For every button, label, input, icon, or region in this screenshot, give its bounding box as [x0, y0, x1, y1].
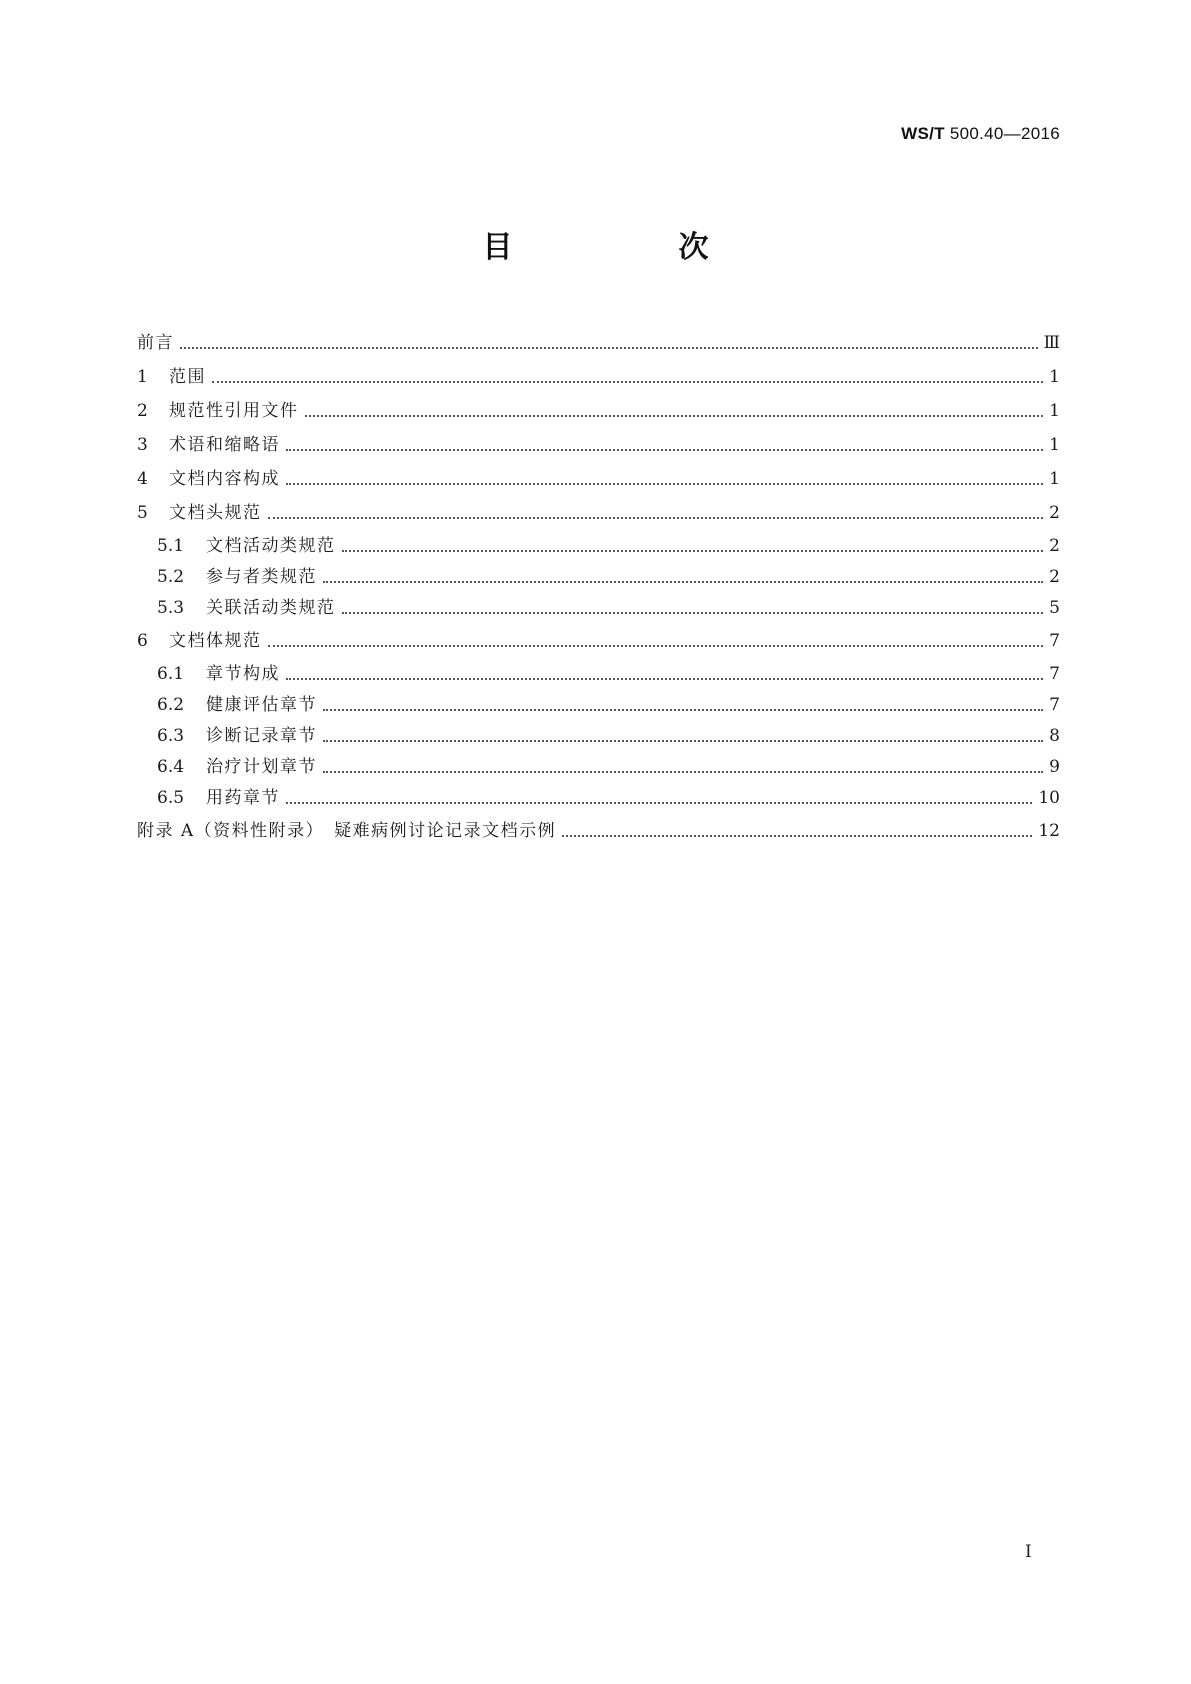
dot-leader [323, 771, 1043, 773]
dot-leader [268, 517, 1044, 519]
toc-entry-6[interactable] [137, 628, 1060, 654]
toc-entry-6-3[interactable] [157, 723, 1060, 749]
toc-entry-page: 2 [1049, 503, 1060, 523]
toc-entry-page: 1 [1049, 367, 1060, 387]
toc-entry-page: 7 [1049, 695, 1060, 715]
toc-entry-appendix-a[interactable] [137, 818, 1060, 844]
toc-entry-6-1[interactable] [157, 661, 1060, 687]
dot-leader [286, 449, 1043, 451]
toc-entry-5-1[interactable] [157, 533, 1060, 559]
toc-entry-number: 6.3 [157, 726, 185, 746]
toc-entry-number: 6.5 [157, 788, 185, 808]
dot-leader [268, 645, 1044, 647]
toc-entry-5-3[interactable] [157, 595, 1060, 621]
dot-leader [342, 550, 1044, 552]
toc-entry-number: 4 [137, 469, 148, 489]
toc-entry-label: 术语和缩略语 [169, 435, 280, 455]
toc-entry-1[interactable] [137, 364, 1060, 390]
toc-entry-label: 文档体规范 [169, 631, 262, 651]
toc-entry-number: 5.1 [157, 536, 185, 556]
toc-entry-foreword[interactable] [137, 330, 1060, 356]
toc-title: 目 次 [482, 230, 777, 265]
toc-entry-number: 2 [137, 401, 148, 421]
toc-entry-label: 文档头规范 [169, 503, 262, 523]
dot-leader [305, 415, 1044, 417]
toc-entry-label: 治疗计划章节 [206, 757, 317, 777]
dot-leader [212, 381, 1043, 383]
toc-entry-label: 用药章节 [206, 788, 280, 808]
toc-entry-label: 范围 [169, 367, 206, 387]
toc-entry-number: 1 [137, 367, 148, 387]
toc-entry-page: 1 [1049, 401, 1060, 421]
dot-leader [286, 678, 1043, 680]
toc-entry-label: 诊断记录章节 [206, 726, 317, 746]
dot-leader [286, 802, 1032, 804]
toc-entry-label: 关联活动类规范 [206, 598, 336, 618]
toc-entry-number: 6.1 [157, 664, 185, 684]
dot-leader [323, 581, 1043, 583]
toc-entry-6-4[interactable] [157, 754, 1060, 780]
toc-entry-3[interactable] [137, 432, 1060, 458]
toc-entry-number: 5 [137, 503, 148, 523]
toc-entry-label: 文档活动类规范 [206, 536, 336, 556]
toc-entry-label: 章节构成 [206, 664, 280, 684]
toc-entry-page: 2 [1049, 536, 1060, 556]
toc-entry-label: 前言 [137, 333, 174, 353]
toc-entry-page: 10 [1038, 788, 1060, 808]
toc-entry-label: 规范性引用文件 [169, 401, 299, 421]
toc-entry-label: 附录 A（资料性附录） 疑难病例讨论记录文档示例 [137, 821, 557, 841]
toc-entry-page: 8 [1049, 726, 1060, 746]
dot-leader [562, 835, 1032, 837]
toc-entry-2[interactable] [137, 398, 1060, 424]
toc-entry-number: 3 [137, 435, 148, 455]
toc-entry-page: 9 [1049, 757, 1060, 777]
toc-entry-number: 5.3 [157, 598, 185, 618]
toc-entry-page: 1 [1049, 469, 1060, 489]
toc-entry-page: 7 [1049, 664, 1060, 684]
toc-entry-page: 12 [1038, 821, 1060, 841]
toc-entry-number: 6 [137, 631, 148, 651]
dot-leader [180, 347, 1038, 349]
toc-entry-5-2[interactable] [157, 564, 1060, 590]
toc-entry-6-5[interactable] [157, 785, 1060, 811]
toc-entry-6-2[interactable] [157, 692, 1060, 718]
dot-leader [286, 483, 1043, 485]
dot-leader [342, 612, 1044, 614]
standard-prefix: WS/T [901, 124, 945, 143]
dot-leader [323, 740, 1043, 742]
toc-entry-number: 6.2 [157, 695, 185, 715]
toc-entry-label: 健康评估章节 [206, 695, 317, 715]
toc-entry-5[interactable] [137, 500, 1060, 526]
dot-leader [323, 709, 1043, 711]
standard-number: 500.40—2016 [949, 124, 1060, 143]
toc-entry-4[interactable] [137, 466, 1060, 492]
page-number: Ⅰ [1025, 1542, 1032, 1562]
toc-entry-page: Ⅲ [1043, 333, 1060, 353]
toc-entry-number: 6.4 [157, 757, 185, 777]
toc-entry-page: 5 [1049, 598, 1060, 618]
toc-entry-number: 5.2 [157, 567, 185, 587]
toc-entry-label: 参与者类规范 [206, 567, 317, 587]
toc-entry-page: 7 [1049, 631, 1060, 651]
toc-entry-page: 2 [1049, 567, 1060, 587]
toc-entry-label: 文档内容构成 [169, 469, 280, 489]
toc-entry-page: 1 [1049, 435, 1060, 455]
